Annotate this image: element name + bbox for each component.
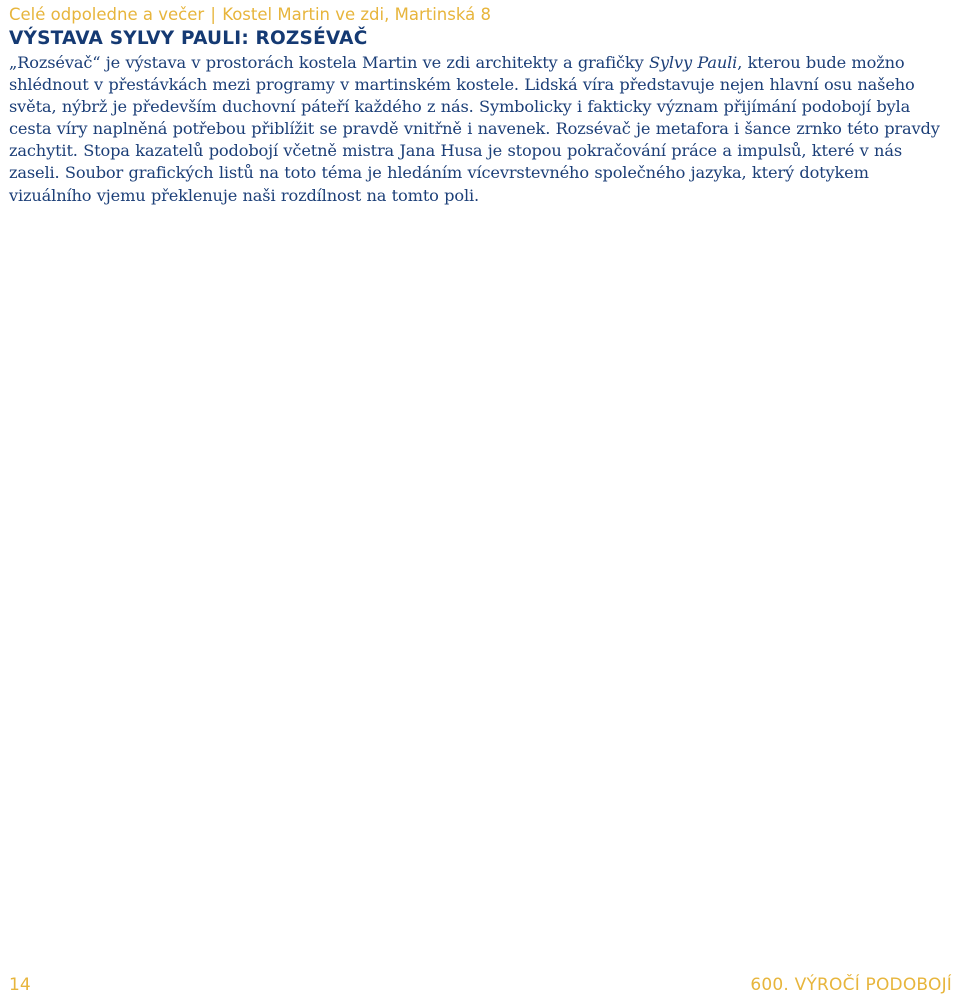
- page-number: 14: [9, 975, 31, 995]
- running-title: 600. VÝROČÍ PODOBOJÍ: [750, 975, 952, 995]
- article-body-rest: , kterou bude možno shlédnout v přestávkách mezi programy v martinském kostele. Lidská víra představuje nejen hlavní osu našeho světa, nýbrž je především duchovní páteří každého z nás. Symbolicky i fakticky význam přijímání podobojí byla cesta víry naplněná potřebou přiblížit se pravdě vnitřně i navenek. Rozsévač je metafora i šance zrnko této pravdy zachytit. Stopa kazatelů podobojí včetně mistra Jana Husa je stopou pokračování práce a impulsů, které v nás zaseli. Soubor grafických listů na toto téma je hledáním vícevrstevného společného jazyka, který dotykem vizuálního vjemu překlenuje naši rozdílnost na tomto poli.: [9, 53, 940, 205]
- meta-separator: |: [210, 5, 216, 24]
- event-time: Celé odpoledne a večer: [9, 5, 205, 24]
- artist-name: Sylvy Pauli: [648, 53, 738, 72]
- event-meta-line: [9, 4, 944, 26]
- article-body-intro: „Rozsévač“ je výstava v prostorách kostela Martin ve zdi architekty a grafičky: [9, 53, 649, 72]
- article-title: VÝSTAVA SYLVY PAULI: ROZSÉVAČ: [9, 28, 368, 49]
- document-page: [9, 4, 944, 207]
- event-location: Kostel Martin ve zdi, Martinská 8: [222, 5, 491, 24]
- article-body: [9, 52, 944, 207]
